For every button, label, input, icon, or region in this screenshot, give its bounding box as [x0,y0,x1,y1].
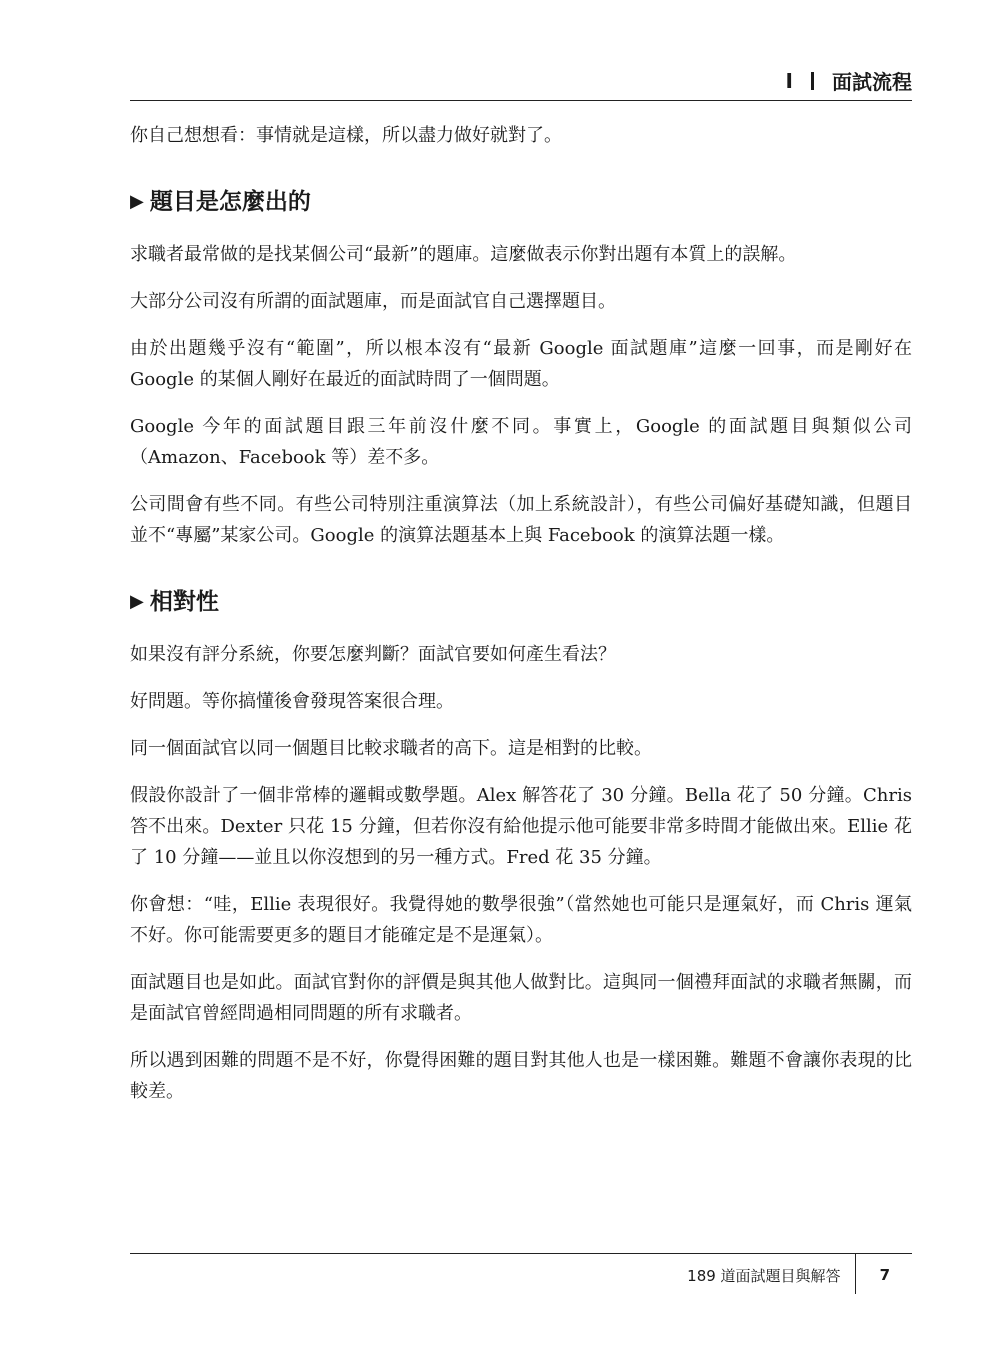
paragraph: Google 今年的面試題目跟三年前沒什麼不同。事實上，Google 的面試題目與類似公司（Amazon、Facebook 等）差不多。 [130,416,912,468]
paragraph: 大部分公司沒有所謂的面試題庫，而是面試官自己選擇題目。 [130,291,616,312]
paragraph: 好問題。等你搞懂後會發現答案很合理。 [130,691,454,712]
paragraph: 公司間會有些不同。有些公司特別注重演算法（加上系統設計），有些公司偏好基礎知識，但題目並不“專屬”某家公司。Google 的演算法題基本上與 Facebook 的演算法題一樣。 [130,494,912,546]
paragraph: 面試題目也是如此。面試官對你的評價是與其他人做對比。這與同一個禮拜面試的求職者無關，而是面試官曾經問過相同問題的所有求職者。 [130,972,912,1024]
header-separator [811,72,814,90]
page-number: 7 [879,1266,890,1284]
section-title: 面試流程 [832,70,912,94]
page-body [130,120,912,1123]
paragraph: 所以遇到困難的問題不是不好，你覺得困難的題目對其他人也是一樣困難。難題不會讓你表現的比較差。 [130,1050,912,1102]
paragraph: 同一個面試官以同一個題目比較求職者的高下。這是相對的比較。 [130,738,652,759]
heading-text: 題目是怎麼出的 [149,189,311,215]
section-heading [130,585,912,619]
triangle-bullet-icon: ▶ [130,591,144,612]
paragraph: 你自己想想看：事情就是這樣，所以盡力做好就對了。 [130,125,562,146]
paragraph: 求職者最常做的是找某個公司“最新”的題庫。這麼做表示你對出題有本質上的誤解。 [130,244,797,265]
book-title: 189 道面試題目與解答 [687,1266,841,1285]
heading-text: 相對性 [149,589,219,615]
footer-divider [855,1254,856,1294]
paragraph: 如果沒有評分系統，你要怎麼判斷？面試官要如何產生看法？ [130,644,616,665]
section-heading [130,185,912,219]
paragraph: 假設你設計了一個非常棒的邏輯或數學題。Alex 解答花了 30 分鐘。Bella 花了 50 分鐘。Chris 答不出來。Dexter 只花 15 分鐘，但若你沒有給他提示他可能要非常多時間才能做出來。Ellie 花了 10 分鐘——並且以你沒想到的另一種方式。Fred 花 35 分鐘。 [130,785,912,868]
chapter-number: I [785,68,793,93]
page-footer [130,1253,912,1294]
triangle-bullet-icon: ▶ [130,191,144,212]
paragraph: 由於出題幾乎沒有“範圍”，所以根本沒有“最新 Google 面試題庫”這麼一回事，而是剛好在 Google 的某個人剛好在最近的面試時問了一個問題。 [130,338,912,390]
footer-info [687,1254,912,1294]
running-head [786,66,912,95]
paragraph: 你會想：“哇，Ellie 表現很好。我覺得她的數學很強”（當然她也可能只是運氣好，而 Chris 運氣不好。你可能需要更多的題目才能確定是不是運氣）。 [130,894,912,946]
page-header [130,62,912,101]
